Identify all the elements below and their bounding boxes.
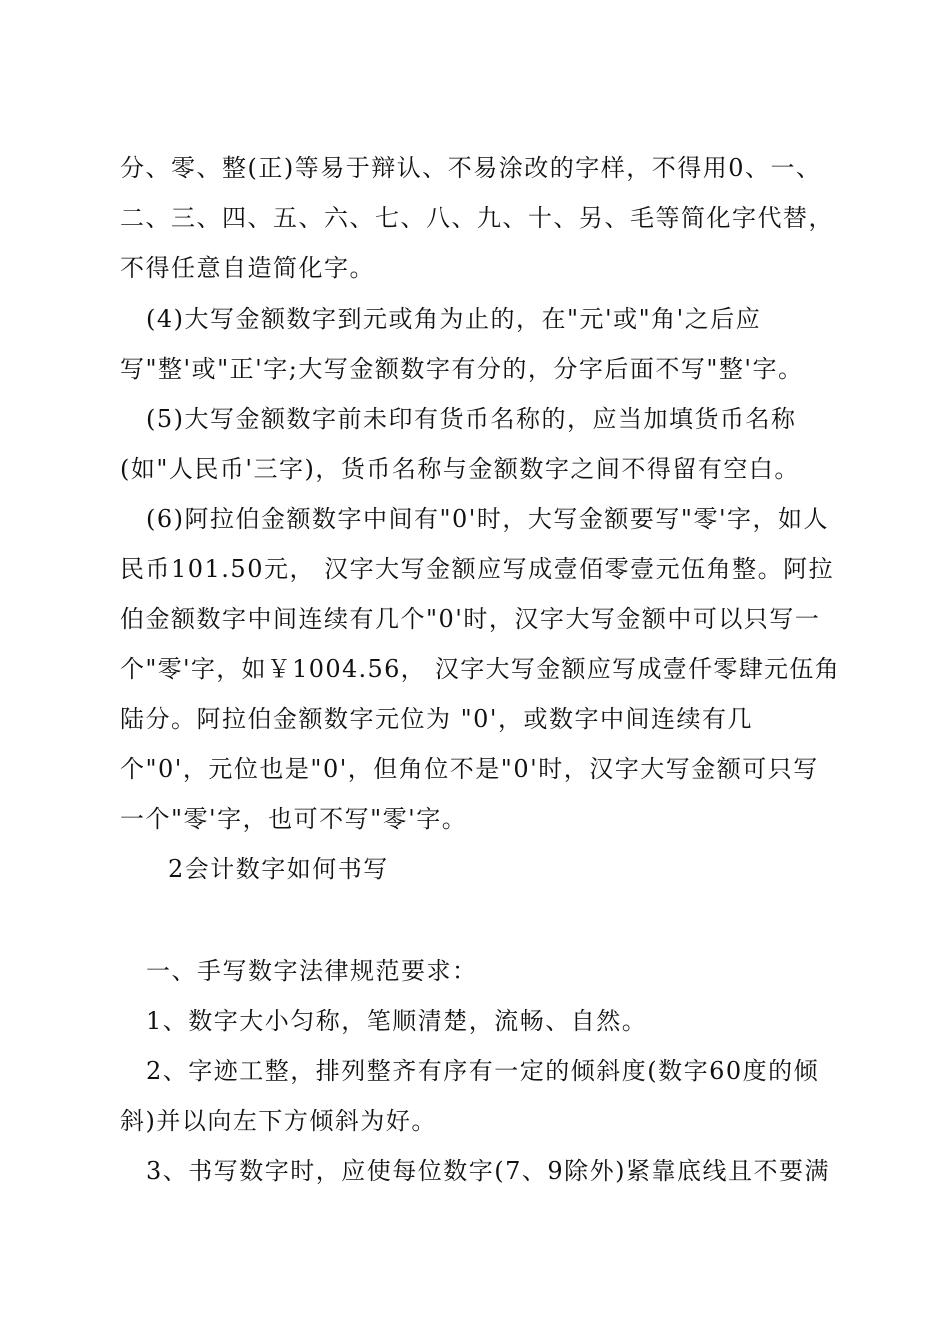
text-line: 民币101.50元， 汉字大写金额应写成壹佰零壹元伍角整。阿拉	[120, 555, 835, 583]
text-line: 伯金额数字中间连续有几个"0'时，汉字大写金额中可以只写一	[120, 605, 821, 633]
subsection-heading: 一、手写数字法律规范要求：	[146, 957, 478, 985]
text-line: (如"人民币'三字)，货币名称与金额数字之间不得留有空白。	[120, 455, 800, 483]
paragraph-5-start: (5)大写金额数字前未印有货币名称的，应当加填货币名称	[146, 405, 797, 433]
list-item: 2、字迹工整，排列整齐有序有一定的倾斜度(数字60度的倾	[146, 1057, 820, 1085]
text-line: 分、零、整(正)等易于辩认、不易涂改的字样，不得用0、一、	[120, 154, 822, 182]
section-heading: 2会计数字如何书写	[168, 855, 389, 883]
paragraph-4-start: (4)大写金额数字到元或角为止的，在"元'或"角'之后应	[146, 305, 762, 333]
text-line: 二、三、四、五、六、七、八、九、十、另、毛等简化字代替，	[120, 204, 834, 232]
text-line: 个"零'字，如￥1004.56， 汉字大写金额应写成壹仟零肆元伍角	[120, 655, 841, 683]
paragraph-6-start: (6)阿拉伯金额数字中间有"0'时，大写金额要写"零'字，如人	[146, 505, 830, 533]
text-line: 一个"零'字，也可不写"零'字。	[120, 805, 468, 833]
text-line: 不得任意自造简化字。	[120, 254, 375, 282]
list-item: 1、数字大小匀称，笔顺清楚，流畅、自然。	[146, 1007, 648, 1035]
text-line: 写"整'或"正'字;大写金额数字有分的，分字后面不写"整'字。	[120, 355, 804, 383]
text-line: 斜)并以向左下方倾斜为好。	[120, 1107, 437, 1135]
text-line: 个"0'，元位也是"0'，但角位不是"0'时，汉字大写金额可只写	[120, 755, 819, 783]
list-item: 3、书写数字时，应使每位数字(7、9除外)紧靠底线且不要满	[146, 1157, 831, 1185]
text-line: 陆分。阿拉伯金额数字元位为 "0'，或数字中间连续有几	[120, 705, 754, 733]
